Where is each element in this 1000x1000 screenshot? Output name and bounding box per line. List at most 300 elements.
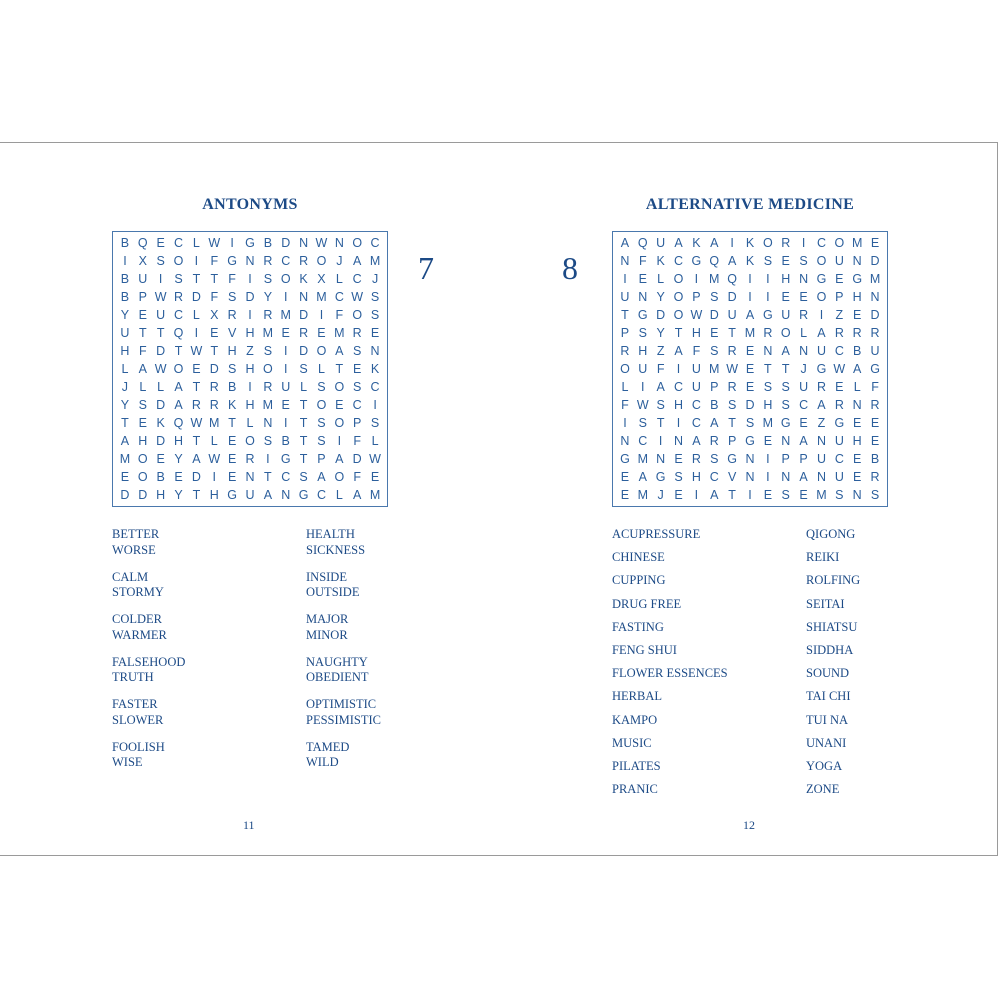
grid-letter: G (834, 416, 845, 430)
grid-letter: R (816, 380, 826, 394)
grid-letter: Y (120, 308, 130, 322)
grid-letter: H (763, 398, 773, 412)
grid-letter: N (745, 470, 755, 484)
grid-letter: G (245, 236, 255, 250)
grid-letter: C (174, 236, 184, 250)
grid-letter: I (230, 236, 234, 250)
grid-letter: L (121, 362, 129, 376)
word-list-item: SLOWER (112, 712, 164, 727)
grid-letter: L (800, 326, 808, 340)
page-number: 11 (243, 818, 255, 832)
grid-letter: C (281, 470, 291, 484)
grid-letter: H (245, 398, 255, 412)
grid-letter: A (263, 488, 273, 502)
grid-letter: D (727, 290, 737, 304)
word-list-item: FASTER (112, 697, 158, 711)
grid-letter: C (816, 236, 826, 250)
grid-letter: Q (173, 326, 184, 340)
grid-letter: B (120, 272, 130, 286)
grid-letter: U (281, 380, 291, 394)
grid-letter: D (138, 488, 148, 502)
grid-letter: F (335, 308, 344, 322)
grid-letter: T (299, 434, 308, 448)
grid-letter: I (319, 308, 324, 322)
grid-letter: G (298, 488, 309, 502)
grid-letter: C (799, 398, 809, 412)
grid-letter: N (281, 488, 291, 502)
word-list-item: TRUTH (112, 670, 154, 684)
grid-letter: R (191, 398, 201, 412)
word-list-item: TUI NA (806, 712, 849, 727)
grid-letter: U (727, 308, 737, 322)
puzzle-number: 8 (562, 250, 578, 286)
grid-letter: U (816, 344, 826, 358)
grid-letter: R (870, 398, 880, 412)
word-list-item: WARMER (112, 627, 167, 642)
grid-letter: G (620, 452, 630, 466)
grid-letter: E (870, 416, 880, 430)
grid-letter: U (870, 344, 880, 358)
grid-letter: U (834, 254, 844, 268)
word-list-item: COLDER (112, 612, 162, 626)
word-list-item: CHINESE (612, 550, 665, 565)
grid-letter: E (763, 488, 773, 502)
grid-letter: O (137, 470, 148, 484)
grid-letter: K (370, 362, 380, 376)
grid-letter: A (174, 398, 183, 412)
grid-letter: W (208, 452, 221, 466)
grid-letter: O (762, 236, 773, 250)
page-number: 12 (743, 818, 755, 832)
grid-letter: F (638, 254, 647, 268)
grid-letter: B (870, 452, 880, 466)
grid-letter: Y (174, 488, 183, 502)
grid-letter: W (833, 362, 846, 376)
grid-letter: A (727, 254, 737, 268)
grid-letter: B (710, 398, 719, 412)
grid-letter: F (210, 254, 219, 268)
grid-letter: C (638, 434, 648, 448)
grid-letter: I (694, 272, 699, 286)
grid-letter: I (123, 254, 127, 268)
grid-letter: E (174, 470, 183, 484)
grid-letter: T (728, 326, 736, 340)
grid-letter: R (834, 398, 844, 412)
grid-letter: E (370, 326, 380, 340)
grid-letter: T (174, 344, 183, 358)
grid-letter: O (673, 308, 684, 322)
word-list-item: NAUGHTY (306, 654, 368, 669)
grid-letter: E (281, 398, 290, 412)
grid-letter: E (156, 452, 165, 466)
grid-letter: O (352, 308, 363, 322)
grid-letter: U (834, 470, 844, 484)
grid-letter: D (299, 344, 309, 358)
grid-letter: N (656, 452, 666, 466)
grid-letter: H (691, 326, 701, 340)
grid-letter: L (657, 272, 665, 286)
grid-letter: B (156, 470, 165, 484)
grid-letter: N (799, 344, 809, 358)
grid-letter: D (209, 362, 219, 376)
grid-letter: F (692, 344, 701, 358)
grid-letter: R (174, 290, 184, 304)
grid-letter: I (283, 290, 288, 304)
grid-letter: I (158, 272, 163, 286)
grid-letter: D (156, 344, 166, 358)
grid-letter: U (816, 452, 826, 466)
grid-letter: H (156, 488, 166, 502)
grid-letter: W (315, 236, 328, 250)
grid-letter: C (709, 470, 719, 484)
grid-letter: D (656, 308, 666, 322)
word-list-item: PRANIC (612, 782, 658, 797)
grid-letter: S (638, 416, 647, 430)
grid-letter: G (655, 470, 666, 484)
grid-letter: H (852, 434, 862, 448)
grid-letter: S (870, 488, 880, 502)
grid-letter: E (138, 416, 147, 430)
grid-letter: T (192, 488, 201, 502)
grid-letter: N (781, 470, 791, 484)
grid-letter: E (763, 434, 773, 448)
word-list-item: SEITAI (806, 596, 845, 611)
grid-letter: R (263, 380, 273, 394)
grid-letter: F (871, 380, 879, 394)
grid-letter: J (800, 362, 807, 376)
grid-letter: Q (727, 272, 737, 286)
grid-letter: K (156, 416, 165, 430)
grid-letter: P (317, 452, 326, 466)
grid-letter: X (317, 272, 326, 286)
word-list-item: STORMY (112, 585, 164, 599)
grid-letter: N (763, 344, 773, 358)
grid-letter: A (799, 434, 808, 448)
grid-letter: A (817, 398, 826, 412)
grid-letter: S (835, 488, 844, 502)
grid-letter: W (190, 344, 203, 358)
grid-letter: P (727, 434, 737, 448)
grid-letter: S (674, 470, 683, 484)
grid-letter: C (370, 236, 380, 250)
grid-letter: S (370, 290, 380, 304)
grid-letter: S (138, 398, 147, 412)
word-list-item: YOGA (806, 759, 843, 773)
grid-letter: T (764, 362, 772, 376)
word-list-item: CUPPING (612, 573, 666, 588)
grid-letter: A (638, 470, 647, 484)
grid-letter: S (353, 344, 362, 358)
grid-letter: I (641, 380, 645, 394)
grid-letter: R (299, 326, 309, 340)
grid-letter: R (209, 380, 219, 394)
grid-letter: E (138, 308, 147, 322)
grid-letter: E (835, 272, 844, 286)
grid-letter: C (352, 272, 362, 286)
grid-letter: C (674, 254, 684, 268)
grid-letter: M (316, 290, 327, 304)
grid-letter: Y (263, 290, 273, 304)
grid-letter: H (245, 326, 255, 340)
grid-letter: I (266, 452, 270, 466)
grid-letter: S (370, 416, 380, 430)
grid-letter: R (781, 236, 791, 250)
grid-letter: N (852, 398, 862, 412)
grid-letter: I (801, 236, 806, 250)
grid-letter: S (299, 470, 308, 484)
grid-letter: O (316, 254, 327, 268)
grid-letter: T (228, 416, 236, 430)
grid-letter: D (191, 290, 201, 304)
grid-letter: P (353, 416, 362, 430)
grid-letter: G (227, 254, 237, 268)
grid-letter: I (283, 416, 288, 430)
grid-letter: S (656, 398, 665, 412)
grid-letter: I (337, 434, 342, 448)
grid-letter: M (816, 488, 827, 502)
grid-letter: A (710, 236, 719, 250)
grid-letter: D (870, 254, 880, 268)
word-list-item: WILD (306, 755, 339, 769)
grid-letter: U (781, 308, 791, 322)
grid-letter: N (299, 290, 309, 304)
grid-letter: S (317, 416, 326, 430)
word-list-item: MUSIC (612, 735, 652, 750)
grid-letter: S (227, 290, 237, 304)
word-list-item: ZONE (806, 782, 840, 797)
puzzle-title: ALTERNATIVE MEDICINE (645, 196, 855, 213)
grid-letter: O (245, 434, 255, 448)
grid-letter: O (137, 452, 148, 466)
grid-letter: A (710, 416, 719, 430)
grid-letter: U (799, 380, 809, 394)
grid-letter: E (835, 380, 844, 394)
grid-letter: Q (137, 236, 148, 250)
grid-letter: U (120, 326, 130, 340)
grid-letter: R (263, 254, 273, 268)
grid-letter: Y (656, 326, 665, 340)
grid-letter: W (690, 308, 703, 322)
grid-letter: L (335, 272, 343, 286)
grid-letter: I (694, 488, 699, 502)
grid-letter: A (174, 380, 183, 394)
grid-letter: Q (709, 254, 720, 268)
grid-letter: X (138, 254, 147, 268)
grid-letter: S (763, 254, 773, 268)
grid-letter: M (709, 272, 720, 286)
word-list-item: OPTIMISTIC (306, 697, 377, 711)
grid-letter: L (139, 380, 147, 394)
grid-letter: I (194, 254, 199, 268)
grid-letter: R (245, 452, 255, 466)
word-list-item: INSIDE (306, 569, 347, 584)
grid-letter: F (621, 398, 629, 412)
word-list-item: FLOWER ESSENCES (612, 666, 728, 681)
grid-letter: R (709, 434, 719, 448)
grid-letter: C (691, 416, 701, 430)
grid-letter: I (819, 308, 824, 322)
grid-letter: G (852, 272, 863, 286)
grid-letter: D (156, 398, 166, 412)
grid-letter: R (620, 344, 630, 358)
grid-letter: A (120, 434, 130, 448)
grid-letter: L (853, 380, 861, 394)
grid-letter: W (726, 362, 739, 376)
grid-letter: I (766, 470, 770, 484)
grid-letter: T (210, 344, 219, 358)
grid-letter: U (245, 488, 255, 502)
grid-letter: F (228, 272, 236, 286)
grid-letter: G (280, 452, 291, 466)
grid-letter: A (335, 344, 344, 358)
grid-letter: E (674, 452, 683, 466)
grid-letter: O (620, 362, 630, 376)
grid-letter: O (780, 326, 791, 340)
grid-letter: S (227, 362, 237, 376)
grid-letter: T (728, 416, 736, 430)
grid-letter: D (191, 470, 201, 484)
grid-letter: H (209, 488, 219, 502)
grid-letter: E (227, 434, 237, 448)
word-list-item: MINOR (306, 627, 348, 642)
grid-letter: F (353, 434, 362, 448)
grid-letter: B (263, 236, 273, 250)
grid-letter: I (676, 416, 681, 430)
grid-letter: R (299, 254, 309, 268)
grid-letter: I (766, 272, 770, 286)
grid-letter: F (656, 362, 665, 376)
grid-letter: S (263, 272, 273, 286)
grid-letter: E (674, 488, 683, 502)
word-list-item: TAI CHI (806, 689, 851, 704)
word-list-item: HERBAL (612, 689, 662, 704)
grid-letter: A (335, 452, 344, 466)
grid-letter: E (281, 326, 290, 340)
grid-letter: U (620, 290, 630, 304)
grid-letter: O (673, 290, 684, 304)
grid-letter: G (816, 272, 827, 286)
grid-letter: I (248, 380, 252, 394)
grid-letter: S (263, 434, 273, 448)
grid-letter: T (728, 488, 736, 502)
grid-letter: H (245, 362, 255, 376)
grid-letter: T (192, 434, 201, 448)
grid-letter: I (212, 470, 216, 484)
grid-letter: T (264, 470, 272, 484)
grid-letter: M (209, 416, 220, 430)
word-list-item: OUTSIDE (306, 585, 360, 599)
grid-letter: S (370, 308, 380, 322)
grid-letter: I (373, 398, 377, 412)
grid-letter: I (676, 362, 681, 376)
grid-letter: T (138, 326, 147, 340)
grid-letter: O (280, 272, 291, 286)
grid-letter: S (710, 452, 719, 466)
grid-letter: T (121, 416, 129, 430)
grid-letter: S (727, 398, 737, 412)
grid-letter: H (852, 290, 862, 304)
grid-letter: A (745, 308, 755, 322)
grid-letter: H (691, 470, 701, 484)
grid-letter: I (748, 272, 752, 286)
grid-letter: N (852, 488, 862, 502)
grid-letter: N (620, 254, 630, 268)
grid-letter: S (799, 254, 808, 268)
grid-letter: H (138, 434, 148, 448)
grid-letter: R (352, 326, 362, 340)
grid-letter: R (870, 326, 880, 340)
grid-letter: E (799, 290, 808, 304)
grid-letter: B (120, 290, 130, 304)
grid-letter: S (317, 380, 326, 394)
grid-letter: N (816, 434, 826, 448)
grid-letter: E (638, 272, 647, 286)
grid-letter: D (120, 488, 130, 502)
grid-letter: M (280, 308, 291, 322)
grid-letter: S (353, 380, 362, 394)
grid-letter: F (138, 344, 147, 358)
grid-letter: P (692, 290, 701, 304)
word-list-item: UNANI (806, 735, 847, 750)
grid-letter: M (369, 254, 381, 268)
grid-letter: G (762, 308, 773, 322)
grid-letter: E (227, 470, 237, 484)
grid-letter: R (727, 380, 737, 394)
grid-letter: O (352, 236, 363, 250)
grid-letter: W (154, 290, 167, 304)
grid-letter: K (227, 398, 237, 412)
grid-letter: A (710, 488, 719, 502)
grid-letter: O (262, 362, 273, 376)
grid-letter: W (154, 362, 167, 376)
grid-letter: Q (173, 416, 184, 430)
grid-letter: W (208, 236, 221, 250)
word-list-item: HEALTH (306, 527, 355, 541)
grid-letter: L (621, 380, 629, 394)
grid-letter: E (120, 470, 130, 484)
grid-letter: S (638, 326, 647, 340)
grid-letter: I (766, 290, 770, 304)
grid-letter: O (316, 398, 327, 412)
grid-letter: D (870, 308, 880, 322)
word-list-item: SICKNESS (306, 542, 366, 557)
grid-letter: H (638, 344, 648, 358)
grid-letter: S (745, 416, 755, 430)
word-list-item: SHIATSU (806, 619, 858, 634)
grid-letter: C (334, 290, 344, 304)
grid-letter: G (637, 308, 648, 322)
grid-letter: K (745, 254, 755, 268)
grid-letter: E (853, 308, 862, 322)
grid-letter: T (299, 452, 308, 466)
grid-letter: N (781, 434, 791, 448)
grid-letter: I (623, 272, 627, 286)
grid-letter: S (781, 398, 790, 412)
grid-letter: N (245, 470, 255, 484)
grid-letter: V (227, 326, 237, 340)
grid-letter: D (281, 236, 291, 250)
grid-letter: B (227, 380, 237, 394)
grid-letter: J (371, 272, 379, 286)
grid-letter: G (816, 362, 827, 376)
grid-letter: U (638, 362, 648, 376)
grid-letter: E (227, 452, 237, 466)
grid-letter: O (673, 272, 684, 286)
word-list-item: WISE (112, 755, 143, 769)
grid-letter: B (853, 344, 862, 358)
grid-letter: F (353, 470, 362, 484)
grid-letter: U (656, 236, 666, 250)
